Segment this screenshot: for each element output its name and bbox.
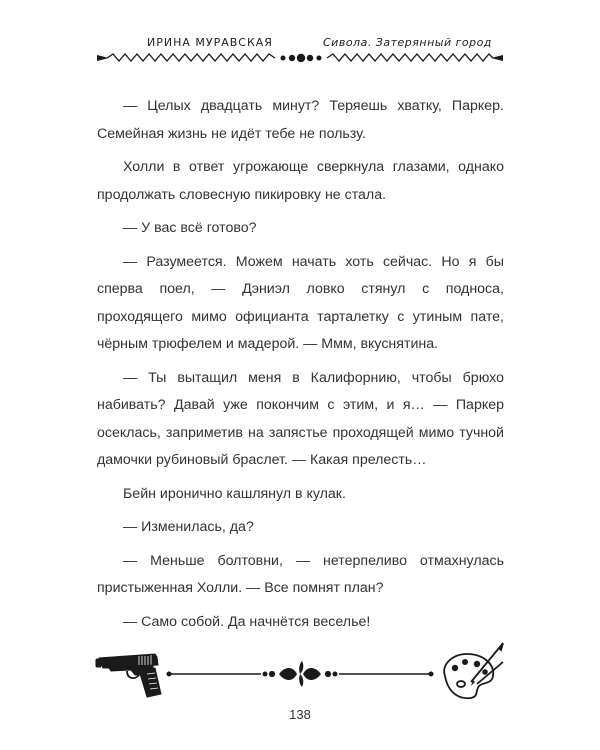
- paragraph: — Изменилась, да?: [123, 519, 254, 535]
- paragraph: — У вас всё готово?: [123, 220, 257, 236]
- running-header: [97, 32, 503, 72]
- pistol-icon: [95, 648, 165, 703]
- header-book-title: Сивола. Затерянный город: [323, 36, 492, 49]
- divider-ornament-icon: [165, 654, 435, 694]
- paragraph: — Разумеется. Можем начать хоть сейчас. Но я бы сперва поел, — Дэниэл ловко стянул с подноса, проходящего мимо официанта тарталетку с утиным пате, чёрным трюфелем и мадерой. — Ммм, вкуснятина.: [97, 253, 504, 352]
- paint-palette-icon: [435, 642, 505, 702]
- paragraph: Бейн иронично кашлянул в кулак.: [123, 485, 346, 502]
- header-ornament-icon: [97, 50, 503, 66]
- paragraph: — Само собой. Да начнётся веселье!: [123, 613, 371, 630]
- paragraph: — Меньше болтовни, — нетерпеливо отмахнулась пристыженная Холли. — Все помнят план?: [97, 552, 504, 596]
- page-number: 138: [289, 707, 311, 722]
- footer-ornament: [95, 640, 505, 710]
- header-author: ИРИНА МУРАВСКАЯ: [147, 36, 273, 49]
- paragraph: Холли в ответ угрожающе сверкнула глазами, однако продолжать словесную пикировку не стала.: [97, 159, 504, 203]
- paragraph: — Ты вытащил меня в Калифорнию, чтобы брюхо набивать? Давай уже покончим с этим, и я… — Паркер осеклась, заприметив на запястье проходящей мимо тучной дамочки рубиновый браслет. — Какая прелесть…: [97, 369, 504, 468]
- page-body: [97, 93, 504, 642]
- paragraph: — Целых двадцать минут? Теряешь хватку, Паркер. Семейная жизнь не идёт тебе не пользу.: [97, 98, 504, 142]
